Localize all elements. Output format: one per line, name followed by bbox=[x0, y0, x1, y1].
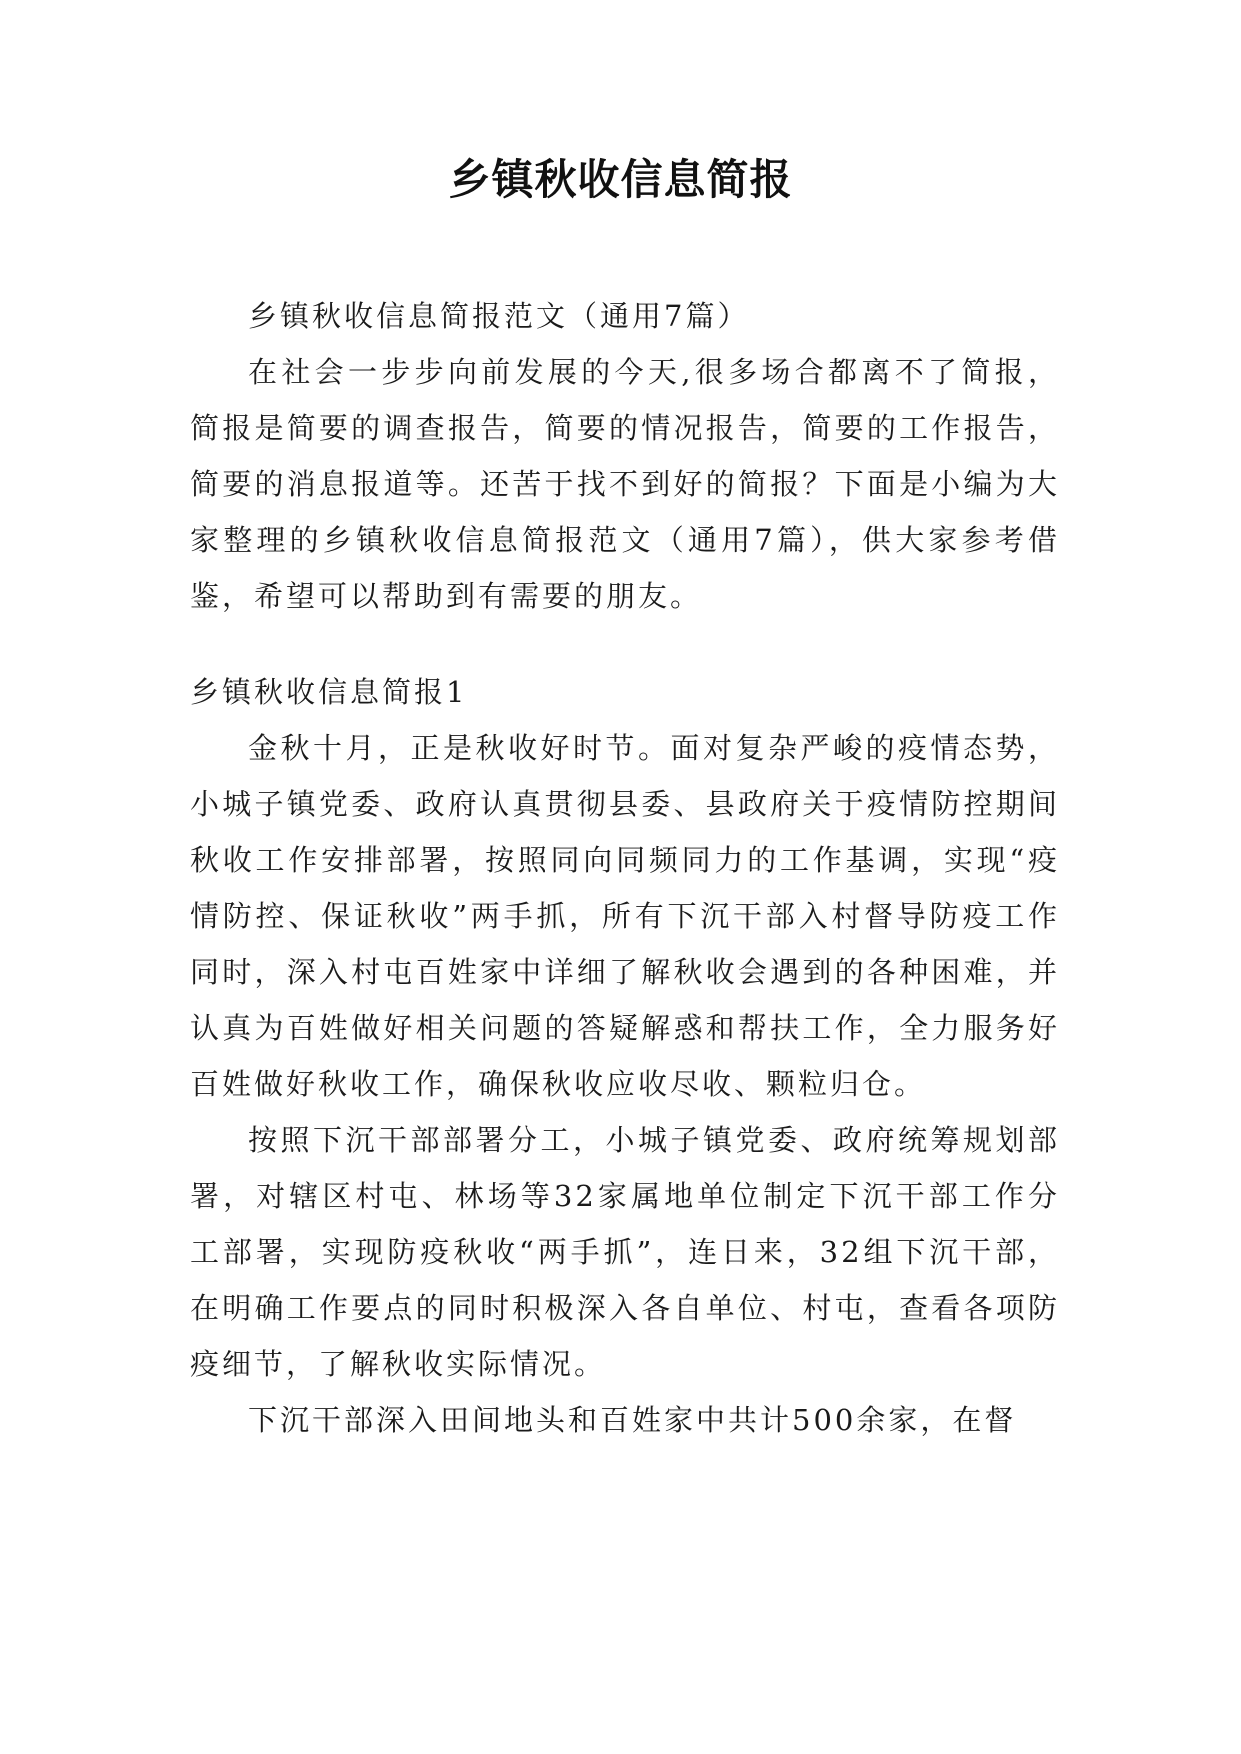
section-spacer bbox=[190, 624, 1060, 664]
document-body bbox=[190, 288, 1060, 1448]
section-paragraph: 金秋十月，正是秋收好时节。面对复杂严峻的疫情态势，小城子镇党委、政府认真贯彻县委、县政府关于疫情防控期间秋收工作安排部署，按照同向同频同力的工作基调，实现“疫情防控、保证秋收”两手抓，所有下沉干部入村督导防疫工作同时，深入村屯百姓家中详细了解秋收会遇到的各种困难，并认真为百姓做好相关问题的答疑解惑和帮扶工作，全力服务好百姓做好秋收工作，确保秋收应收尽收、颗粒归仓。 bbox=[190, 731, 1060, 1101]
intro-paragraph: 在社会一步步向前发展的今天,很多场合都离不了简报，简报是简要的调查报告，简要的情况报告，简要的工作报告，简要的消息报道等。还苦于找不到好的简报？下面是小编为大家整理的乡镇秋收信息简报范文（通用7篇），供大家参考借鉴，希望可以帮助到有需要的朋友。 bbox=[190, 355, 1060, 613]
section-heading: 乡镇秋收信息简报1 bbox=[190, 675, 468, 709]
document-subtitle: 乡镇秋收信息简报范文（通用7篇） bbox=[248, 299, 750, 333]
document-title: 乡镇秋收信息简报 bbox=[448, 155, 793, 204]
section-paragraph: 按照下沉干部部署分工，小城子镇党委、政府统筹规划部署，对辖区村屯、林场等32家属地单位制定下沉干部工作分工部署，实现防疫秋收“两手抓”，连日来，32组下沉干部，在明确工作要点的同时积极深入各自单位、村屯，查看各项防疫细节，了解秋收实际情况。 bbox=[190, 1123, 1060, 1381]
section-paragraph: 下沉干部深入田间地头和百姓家中共计500余家，在督 bbox=[248, 1403, 1017, 1437]
